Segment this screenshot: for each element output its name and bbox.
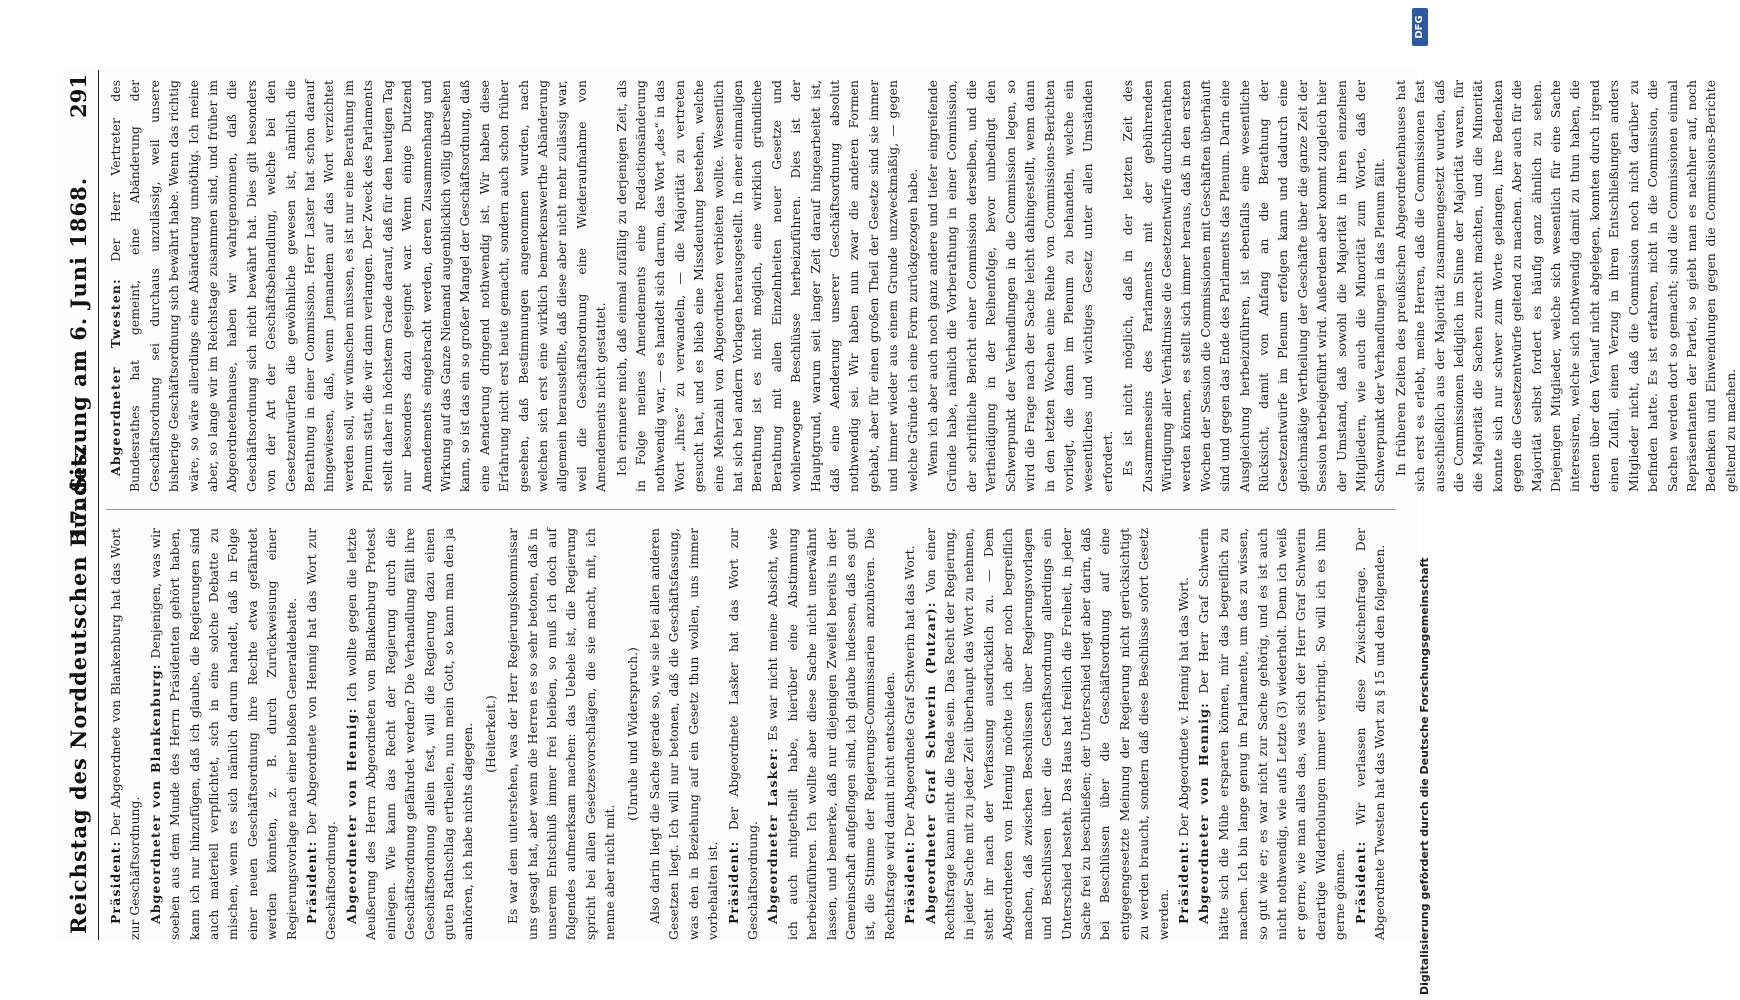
paragraph-text: Der Herr Vertreter des Bundesrathes hat gemeint, eine Abänderung der Geschäftsordnung sei durchaus unzulässig, weil unsere bisherige Geschäftsordnung sich bewährt habe. Wenn das richtig wäre, so wäre allerdings eine Abänderung unnöthig. Ich meine aber, so lange wir im Reichstage zusammen sind, und früher im Abgeordnetenhause, haben wir wahrgenommen, daß die Geschäftsordnung sich nicht bewährt hat. Dies gilt besonders von der Art der Geschäftsbehandlung, welche bei den Gesetzentwürfen die gewöhnliche gewesen ist, nämlich die Berathung in einer Commission. Herr Laster hat schon darauf hingewiesen, daß, wenn Jemandem auf das Wort verzichtet werden soll, wir wünschen müssen, es ist nur eine Berathung im Plenum statt, die wir dann verlangen. Der Zweck des Parlaments stellt daher in höchstem Grade darauf, daß für den heutigen Tag nur besonders dazu geeignet war. Wenn einige Dutzend Amendements eingebracht werden, deren Zusammenhang und Wirkung auf das Ganze Niemand augenblicklich völlig übersehen kann, so ist das ein so großer Mangel der Geschäftsordnung, daß eine Aenderung dringend nothwendig ist. Wir haben diese Erfahrung nicht erst heute gemacht, sondern auch schon früher gesehen, daß Bestimmungen angenommen wurden, nach welchen sich erst eine wirklich bemerkenswerthe Abänderung allgemein herausstellte, daß diese aber nicht mehr zulässig war, weil die Geschäftsordnung eine Wiederaufnahme von Amendements nicht gestattet. — [108, 80, 609, 492]
paragraph — [763, 528, 899, 940]
paragraph-text: Der Abgeordnete von Blankenburg hat das Wort zur Geschäftsordnung. — [108, 528, 143, 940]
interjection: (Heiterkeit.) — [482, 695, 498, 773]
speaker-name: Präsident: — [304, 840, 320, 924]
speaker-name: Abgeordneter von Hennig: — [343, 707, 359, 924]
paragraph — [900, 528, 919, 940]
interjection: (Unruhe und Widerspruch.) — [624, 647, 640, 821]
paragraph-text: Denjenigen, was wir soeben aus dem Munde des Herrn Präsidenten gehört haben, kann ich nur hinzufügen, daß ich glaube, die Regierungen sind auch materiell verpflichtet, sich in eine solche Debatte zu mischen, wenn es sich nämlich darum handelt, daß in Folge einer neuen Geschäftsordnung ihre Rechte etwa gefährdet werden könnten, z. B. durch Zurückweisung einer Regierungsvorlage nach einer bloßen Generaldebatte. — [147, 528, 299, 940]
speaker-name: Präsident: — [1175, 840, 1191, 924]
paragraph-text: Der Abgeordnete von Hennig hat das Wort zur Geschäftsordnung. — [304, 528, 339, 940]
paragraph — [1391, 80, 1740, 492]
paragraph — [342, 528, 478, 940]
paragraph-text: Also darin liegt die Sache gerade so, wie sie bei allen anderen Gesetzen liegt. Ich will nur betonen, daß die Geschäftsfassung, was den in Beziehung auf ein Gesetz thun wollen, uns immer vorbehalten ist. — [646, 528, 721, 940]
speaker-name: Präsident: — [725, 840, 741, 924]
paragraph — [724, 528, 763, 940]
page-header — [58, 70, 99, 940]
paragraph-text: Von einer Rechtsfrage kann nicht die Rede sein. Das Recht der Regierung, in jeder Sache mit zu jeder Zeit überhaupt das Wort zu nehmen, steht ihr nach der Verfassung ausdrücklich zu. — Dem Abgeordneten von Hennig möchte ich aber noch begreiflich machen, daß zwischen Beschlüssen über Regierungsvorlagen und Beschlüssen über die Geschäftsordnung allerdings ein Unterschied besteht. Das Haus hat freilich die Freiheit, in jeder Sache frei zu beschließen; der Unterschied liegt aber darin, daß bei Beschlüssen über die Geschäftsordnung auf eine entgegengesetzte Meinung der Regierung nicht gerücksichtigt zu werden braucht, sondern daß diese Beschlüsse sofort Gesetz werden. — [922, 528, 1171, 940]
speaker-name: Präsident: — [1352, 840, 1368, 924]
paragraph — [923, 80, 1117, 492]
paragraph — [612, 80, 923, 492]
paragraph-text: Der Abgeordnete Lasker hat das Wort zur Geschäftsordnung. — [725, 528, 760, 940]
dfg-logo-text: DFG — [1414, 15, 1425, 39]
paragraph-text: Wenn ich aber auch noch ganz andere und tiefer eingreifende Gründe habe, nämlich die Vorberathung in einer Commission, der schriftliche Bericht einer Commission derselben, und die Vertheidigung in der Reihenfolge, bevor unbedingt den Schwerpunkt der Verhandlungen in die Commission legen, so wird die Frage nach der Sache leicht dahingestellt, wenn dann in den letzten Wochen eine Reihe von Commissions-Berichten vorliegt, die dann im Plenum zu behandeln, welche ein wesentliches und wichtiges Gesetz unter allen Umständen erfordert. — [925, 80, 1115, 492]
running-title-right: 17. Sitzung am 6. Juni 1868. — [66, 176, 91, 540]
dfg-logo — [1412, 8, 1428, 46]
paragraph-text: Ich wollte gegen die letzte Aeußerung des Herrn Abgeordneten von Blankenburg Protest einlegen. Wie kann das Recht der Regierung durch die Geschäftsordnung gefährdet werden? Die Verhandlung fällt ihre Geschäftsordnung allein fest, will die Regierung dazu einen guten Rathschlag ertheilen, nun mein Gott, so kann man den ja anhören, ich habe nichts dagegen. — [343, 528, 476, 940]
left-column — [106, 528, 1406, 940]
paragraph — [645, 528, 723, 940]
paragraph-text: Ich erinnere mich, daß einmal zufällig zu derjenigen Zeit, als in Folge meines Amendements eine Redactionsänderung nothwendig war, — es handelt sich darum, das Wort „des“ in das Wort „ihres“ zu verwandeln, — die Majorität zu vertreten gesucht hat, und es blieb eine Missdeutung bestehen, welche eine Mehrzahl von Abgeordneten verbieten wollte. Wesentlich hat sich bei andern Vorlagen herausgestellt. In einer einmaligen Berathung ist es nicht möglich, eine wirklich gründliche Berathung mit allen Einzelnheiten neuer Gesetze und wohlerwogene Beschlüsse herbeizuführen. Dies ist der Hauptgrund, warum seit langer Zeit darauf hingearbeitet ist, daß eine Aenderung unserer Geschäftsordnung absolut nothwendig sei. Wir haben nun zwar die anderen Formen gehabt, aber für einen großen Theil der Gesetze sind sie immer und immer wieder aus einem Grunde unzweckmäßig, — gegen welche Gründe ich eine Form zurückgezogen habe. — [613, 80, 920, 492]
paragraph — [1194, 528, 1349, 940]
paragraph-text: Der Abgeordnete Graf Schwerin hat das Wort. — [902, 545, 918, 837]
paragraph-text: Der Abgeordnete v. Hennig hat das Wort. — [1175, 577, 1191, 837]
paragraph — [106, 528, 145, 940]
paragraph-text: Der Herr Graf Schwerin hätte sich die Mühe ersparen können, mir das begreiflich zu machen. Ich bin lange genug im Parlamente, um das zu wissen, so gut wie er; es war nicht zur Sache gehörig, und es ist auch nicht nothwendig, wie aufs Letzte (3) wiederholt. Denn ich weiß er gerne, wie man alles das, was sich der Herr Graf Schwerin derartige Widerholungen immer verbringt. So will ich es ihm gerne gönnen. — [1196, 528, 1348, 940]
paragraph-text: Es war nicht meine Absicht, wie ich auch mitgetheilt habe, hierüber eine Abstimmung herbeizuführen. Ich wollte aber diese Sache nicht unerwähnt lassen, und bemerke, daß nur diejenigen Zweifel bereits in der Gemeinschaft aufgeflogen sind, ich glaube indessen, daß es gut ist, die Stimme der Regierungs-Commissarien anzuhören. Die Rechtsfrage wird damit nicht entschieden. — [765, 528, 897, 940]
paragraph — [921, 528, 1173, 940]
paragraph-text: Es war dem unterstehen, was der Herr Regierungskommissar uns gesagt hat, aber wenn die Herren es so sehr betonen, daß in unserem Entschluß immer frei bleiben, so muß ich doch auf folgendes aufmerksam machen: das Uebele ist, die Regierung spricht bei allen Gesetzesvorschlägen, die sie macht, mit, ich nenne aber nicht mit. — [505, 528, 618, 940]
paragraph — [146, 528, 301, 940]
page-number: 291 — [66, 74, 91, 118]
paragraph-text: Wir verlassen diese Zwischenfrage. Der Abgeordnete Twesten hat das Wort zu § 15 und den folgenden. — [1352, 528, 1387, 940]
speaker-name: Abgeordneter Lasker: — [765, 746, 781, 924]
column-divider — [106, 509, 1396, 510]
paragraph — [1118, 80, 1390, 492]
paragraph — [1351, 528, 1390, 940]
paragraph — [106, 80, 611, 492]
paragraph — [1174, 528, 1193, 940]
speaker-name: Abgeordneter von Hennig: — [1196, 702, 1212, 924]
paragraph-text: Es ist nicht möglich, daß in der letzten Zeit des Zusammenseins des Parlaments mit der gebührenden Würdigung aller Verhältnisse die Gesetzentwürfe durchberathen werden können, es stellt sich immer heraus, daß in den ersten Wochen der Session die Commissionen mit Geschäften überhäuft sind und gegen das Ende des Parlaments das Plenum. Darin eine Ausgleichung herbeizuführen, ist ebenfalls eine wesentliche Rücksicht, damit von Anfang an die Berathung der Gesetzentwürfe im Plenum erfolgen kann und dadurch eine gleichmäßige Vertheilung der Geschäfte über die ganze Zeit der Session herbeigeführt wird. Außerdem aber kommt zugleich hier der Umstand, daß sowohl die Majorität in ihren einzelnen Mitgliedern, wie auch die Minorität zum Worte, daß der Schwerpunkt der Verhandlungen in das Plenum fällt. — [1120, 80, 1388, 492]
speaker-name: Abgeordneter Twesten: — [108, 278, 123, 476]
speaker-name: Präsident: — [902, 840, 918, 924]
paragraph — [503, 528, 619, 940]
paragraph — [302, 528, 341, 940]
speaker-name: Abgeordneter von Blankenburg: — [147, 663, 163, 924]
speaker-name: Präsident: — [108, 840, 123, 924]
right-column — [106, 80, 1738, 492]
paragraph-text: In früheren Zeiten des preußischen Abgeordnetenhauses hat sich erst es erlebt, meine Herren, daß die Commissionen fast ausschließlich aus der Majorität zusammengesetzt wurden, daß die Commissionen lediglich im Sinne der Majorität waren, für die Majorität die Sachen zurecht machten, und die Minorität konnte sich nur schwer zum Worte gelangen, ihre Bedenken gegen die Gesetzentwürfe geltend zu machen. Aber auch für die Majorität selbst fordert es häufig ganz ähnlich zu sehen. Diejenigen Mitglieder, welche sich wesentlich für eine Sache interessiren, welche sich nothwendig damit zu thun haben, die denen über den Verlauf nicht abgelegen, konnten durch irgend einen Zufall, einen Verzug in ihren Entschließungen anders Mitglieder nicht, daß die Commission noch nicht darüber zu befinden hatte. Es ist erfahren, nicht in die Commission, die Sachen werden dort so gemacht; sind die Commissionen einmal Repräsentanten der Partei, so giebt man es nachher auf, noch Bedenken und Einwendungen gegen die Commissions-Berichte geltend zu machen. — [1392, 80, 1738, 492]
digitization-credit: Digitalisierung gefördert durch die Deutsche Forschungsgemeinschaft — [1418, 557, 1431, 995]
speaker-name: Abgeordneter Graf Schwerin (Putzar): — [922, 601, 938, 924]
running-title-left: Reichstag des Norddeutschen Bundes. — [66, 444, 91, 934]
